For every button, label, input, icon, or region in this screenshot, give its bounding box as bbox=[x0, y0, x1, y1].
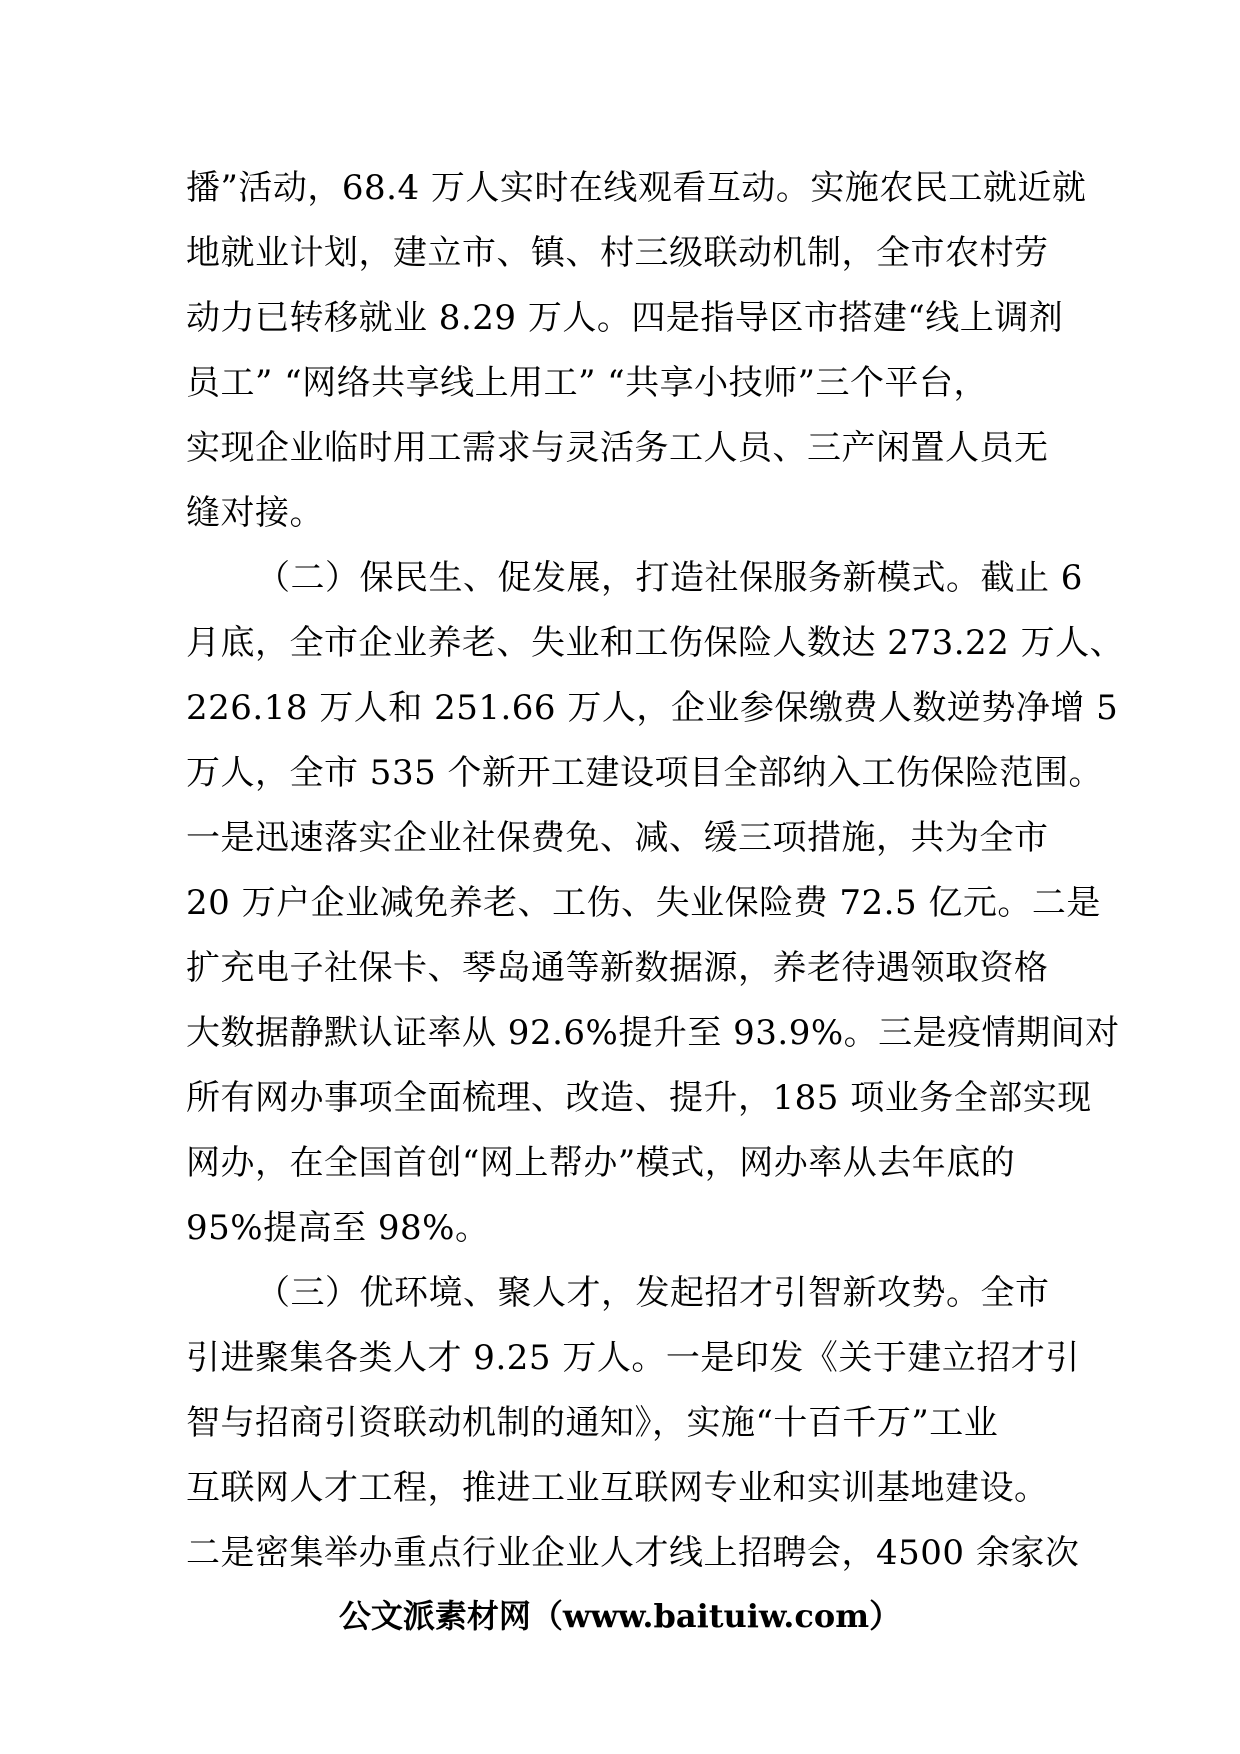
paragraph-line: 智与招商引资联动机制的通知》，实施“十百千万”工业 bbox=[186, 1403, 999, 1443]
section-heading-line: （三）优环境、聚人才，发起招才引智新攻势。全市 bbox=[256, 1273, 1050, 1313]
paragraph-line: 20 万户企业减免养老、工伤、失业保险费 72.5 亿元。二是 bbox=[186, 883, 1101, 923]
paragraph-line: 引进聚集各类人才 9.25 万人。一是印发《关于建立招才引 bbox=[186, 1338, 1080, 1378]
paragraph-line: 226.18 万人和 251.66 万人，企业参保缴费人数逆势净增 5 bbox=[186, 688, 1119, 728]
paragraph-line: 互联网人才工程，推进工业互联网专业和实训基地建设。 bbox=[186, 1468, 1049, 1508]
paragraph-line: 播”活动，68.4 万人实时在线观看互动。实施农民工就近就 bbox=[186, 168, 1087, 208]
paragraph-line: 所有网办事项全面梳理、改造、提升，185 项业务全部实现 bbox=[186, 1078, 1092, 1118]
paragraph-line: 动力已转移就业 8.29 万人。四是指导区市搭建“线上调剂 bbox=[186, 298, 1064, 338]
paragraph-line: 网办，在全国首创“网上帮办”模式，网办率从去年底的 bbox=[186, 1143, 1016, 1183]
paragraph-line: 大数据静默认证率从 92.6%提升至 93.9%。三是疫情期间对 bbox=[186, 1013, 1120, 1053]
paragraph-line: 月底，全市企业养老、失业和工伤保险人数达 273.22 万人、 bbox=[186, 623, 1125, 663]
paragraph-line: 一是迅速落实企业社保费免、减、缓三项措施，共为全市 bbox=[186, 818, 1049, 858]
paragraph-line: 员工” “网络共享线上用工” “共享小技师”三个平台， bbox=[186, 363, 989, 403]
paragraph-line: 实现企业临时用工需求与灵活务工人员、三产闲置人员无 bbox=[186, 428, 1049, 468]
footer-watermark: 公文派素材网（www.baituiw.com） bbox=[338, 1597, 902, 1635]
paragraph-line: 95%提高至 98%。 bbox=[186, 1208, 490, 1248]
section-heading-line: （二）保民生、促发展，打造社保服务新模式。截止 6 bbox=[256, 558, 1083, 598]
paragraph-line: 扩充电子社保卡、琴岛通等新数据源，养老待遇领取资格 bbox=[186, 948, 1049, 988]
paragraph-line: 缝对接。 bbox=[186, 493, 324, 533]
paragraph-line: 地就业计划，建立市、镇、村三级联动机制，全市农村劳 bbox=[186, 233, 1049, 273]
paragraph-line: 二是密集举办重点行业企业人才线上招聘会，4500 余家次 bbox=[186, 1533, 1080, 1573]
paragraph-line: 万人，全市 535 个新开工建设项目全部纳入工伤保险范围。 bbox=[186, 753, 1104, 793]
